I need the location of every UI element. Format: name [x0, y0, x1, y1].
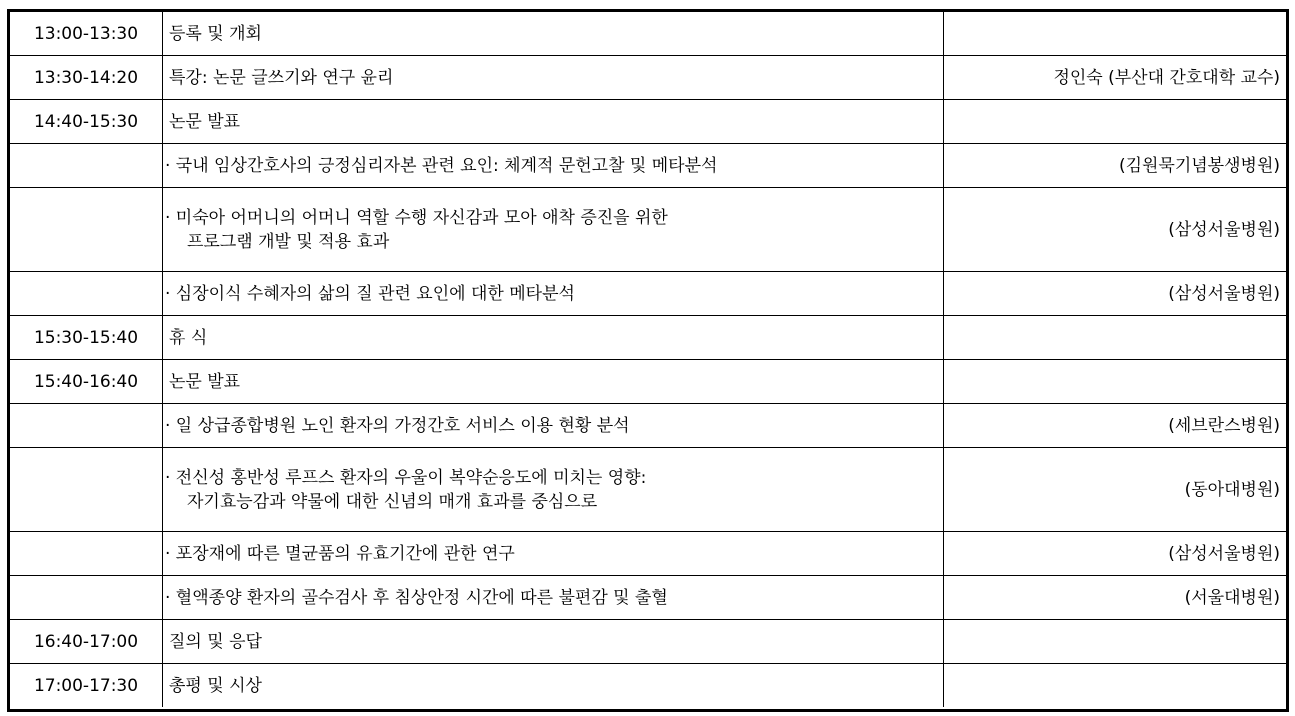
session-title: 등록 및 개회: [163, 12, 944, 56]
affiliation: [944, 12, 1287, 56]
affiliation: (삼성서울병원): [944, 272, 1287, 316]
paper-title-line1: · 미숙아 어머니의 어머니 역할 수행 자신감과 모아 애착 증진을 위한: [165, 207, 668, 228]
affiliation: (세브란스병원): [944, 404, 1287, 448]
paper-title-line2: 자기효능감과 약물에 대한 신념의 매개 효과를 중심으로: [187, 491, 598, 512]
table-row: [10, 144, 1286, 188]
affiliation: [944, 100, 1287, 144]
time-cell: 17:00-17:30: [10, 664, 163, 708]
table-row: [10, 404, 1286, 448]
session-title: 특강: 논문 글쓰기와 연구 윤리: [163, 56, 944, 100]
table-row: [10, 448, 1286, 532]
paper-title: · 혈액종양 환자의 골수검사 후 침상안정 시간에 따른 불편감 및 출혈: [163, 576, 944, 620]
paper-title: [163, 448, 944, 532]
table-row: [10, 12, 1286, 56]
paper-title-line2: 프로그램 개발 및 적용 효과: [187, 231, 390, 252]
paper-title: [163, 188, 944, 272]
table-row: [10, 532, 1286, 576]
time-cell: [10, 576, 163, 620]
table-row: [10, 272, 1286, 316]
time-cell: 15:30-15:40: [10, 316, 163, 360]
paper-title: · 포장재에 따른 멸균품의 유효기간에 관한 연구: [163, 532, 944, 576]
paper-title: · 일 상급종합병원 노인 환자의 가정간호 서비스 이용 현황 분석: [163, 404, 944, 448]
paper-title-line1: · 전신성 홍반성 루프스 환자의 우울이 복약순응도에 미치는 영향:: [165, 467, 647, 488]
table-row: [10, 316, 1286, 360]
schedule-table: [10, 12, 1286, 707]
paper-title: · 국내 임상간호사의 긍정심리자본 관련 요인: 체계적 문헌고찰 및 메타분석: [163, 144, 944, 188]
session-title: 논문 발표: [163, 360, 944, 404]
time-cell: [10, 404, 163, 448]
affiliation: (김원묵기념봉생병원): [944, 144, 1287, 188]
table-row: [10, 664, 1286, 708]
time-cell: 14:40-15:30: [10, 100, 163, 144]
session-title: 질의 및 응답: [163, 620, 944, 664]
paper-title: · 심장이식 수혜자의 삶의 질 관련 요인에 대한 메타분석: [163, 272, 944, 316]
time-cell: 13:00-13:30: [10, 12, 163, 56]
table-row: [10, 100, 1286, 144]
time-cell: [10, 448, 163, 532]
affiliation: [944, 316, 1287, 360]
table-row: [10, 576, 1286, 620]
affiliation: (서울대병원): [944, 576, 1287, 620]
affiliation: [944, 620, 1287, 664]
time-cell: [10, 188, 163, 272]
affiliation: 정인숙 (부산대 간호대학 교수): [944, 56, 1287, 100]
session-title: 논문 발표: [163, 100, 944, 144]
time-cell: 13:30-14:20: [10, 56, 163, 100]
table-row: [10, 56, 1286, 100]
time-cell: [10, 272, 163, 316]
time-cell: [10, 144, 163, 188]
affiliation: [944, 360, 1287, 404]
session-title: 휴 식: [163, 316, 944, 360]
affiliation: (삼성서울병원): [944, 532, 1287, 576]
session-title: 총평 및 시상: [163, 664, 944, 708]
table-row: [10, 620, 1286, 664]
time-cell: 16:40-17:00: [10, 620, 163, 664]
table-row: [10, 188, 1286, 272]
affiliation: [944, 664, 1287, 708]
time-cell: [10, 532, 163, 576]
affiliation: (삼성서울병원): [944, 188, 1287, 272]
time-cell: 15:40-16:40: [10, 360, 163, 404]
affiliation: (동아대병원): [944, 448, 1287, 532]
table-row: [10, 360, 1286, 404]
schedule-table-frame: [7, 9, 1289, 712]
